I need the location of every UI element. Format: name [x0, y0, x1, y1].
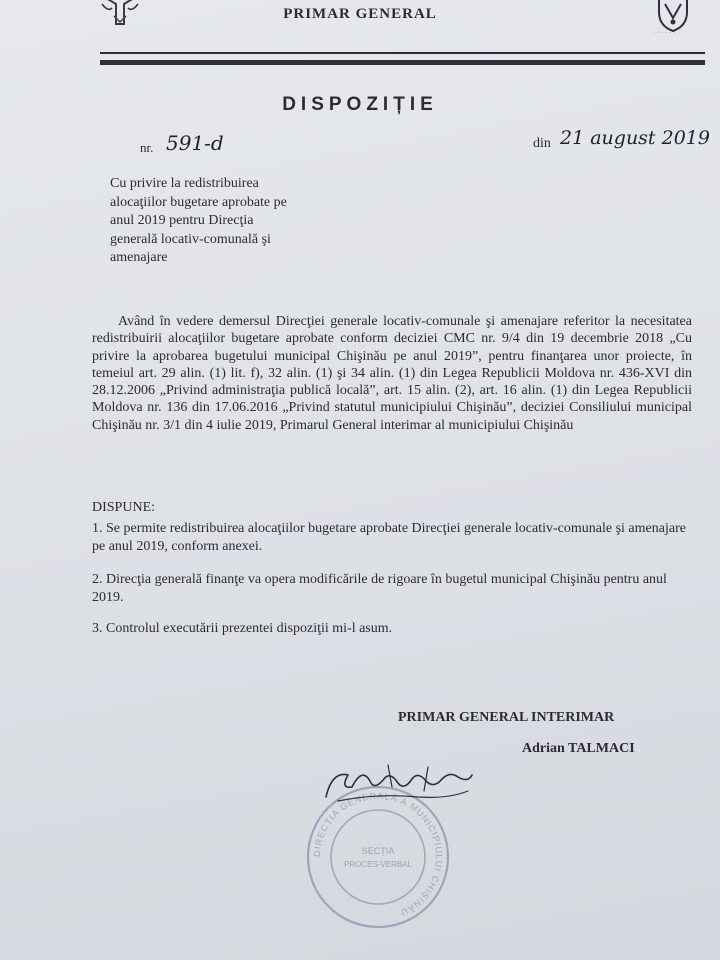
chisinau-crest-icon — [655, 0, 691, 32]
number-label: nr. — [140, 140, 154, 155]
date-value: 21 august 2019 — [560, 127, 710, 149]
subject-text: Cu privire la redistribuirea alocaţiilor bugetare aprobate pe anul 2019 pentru Direcţia generală locativ-comunală şi amenajare — [110, 176, 287, 265]
stamp-center-top: SECȚIA — [361, 846, 395, 856]
body-paragraph: Având în vedere demersul Direcţiei generale locativ-comunale şi amenajare referitor la necesitatea redistribuirii alocaţiilor bugetare aprobate conform deciziei CMC nr. 9/4 din 19 decembrie 2018 „Cu privire la aprobarea bugetului municipal Chişinău pe anul 2019”, pentru finanţarea unor proiecte, în temeiul art. 29 alin. (1) lit. f), 32 alin. (1) şi 34 alin. (1) din Legea Republicii Moldova nr. 436-XVI din 28.12.2006 „Privind administraţia publică locală”, art. 15 alin. (2), art. 16 alin. (1) din Legea Republicii Moldova nr. 136 din 17.06.2016 „Privind statutul municipiului Chişinău”, deciziei Consiliului municipal Chişinău nr. 3/1 din 4 iulie 2019, Primarul General interimar al municipiului Chişinău — [92, 314, 692, 433]
list-item: 2. Direcţia generală finanţe va opera modificările de rigoare în bugetul municipal Chişinău pentru anul 2019. — [92, 572, 667, 605]
handwritten-signature — [318, 757, 478, 817]
date-label: din — [533, 136, 551, 151]
number-value: 591-d — [166, 131, 224, 155]
list-item: 1. Se permite redistribuirea alocaţiilor bugetare aprobate Direcţiei generale locativ-comunale şi amenajare pe anul 2019, conform anexei. — [92, 521, 686, 554]
header-rule-thick — [100, 60, 705, 65]
stamp-ring-text: DIRECȚIA GENERALĂ A MUNICIPIULUI CHIȘINĂU — [311, 790, 445, 919]
document-title: DISPOZIȚIE — [282, 94, 438, 115]
signatory-name: Adrian TALMACI — [522, 741, 635, 756]
stamp-center-bottom: PROCES-VERBAL — [343, 860, 413, 869]
dispune-heading: DISPUNE: — [92, 500, 156, 515]
header-title: PRIMAR GENERAL — [283, 6, 437, 22]
list-item: 3. Controlul executării prezentei dispoziţii mi-l asum. — [92, 621, 393, 636]
signatory-role: PRIMAR GENERAL INTERIMAR — [398, 710, 615, 725]
crest-caption: · · · · · · — [654, 31, 676, 36]
header-rule-thin — [100, 52, 705, 54]
